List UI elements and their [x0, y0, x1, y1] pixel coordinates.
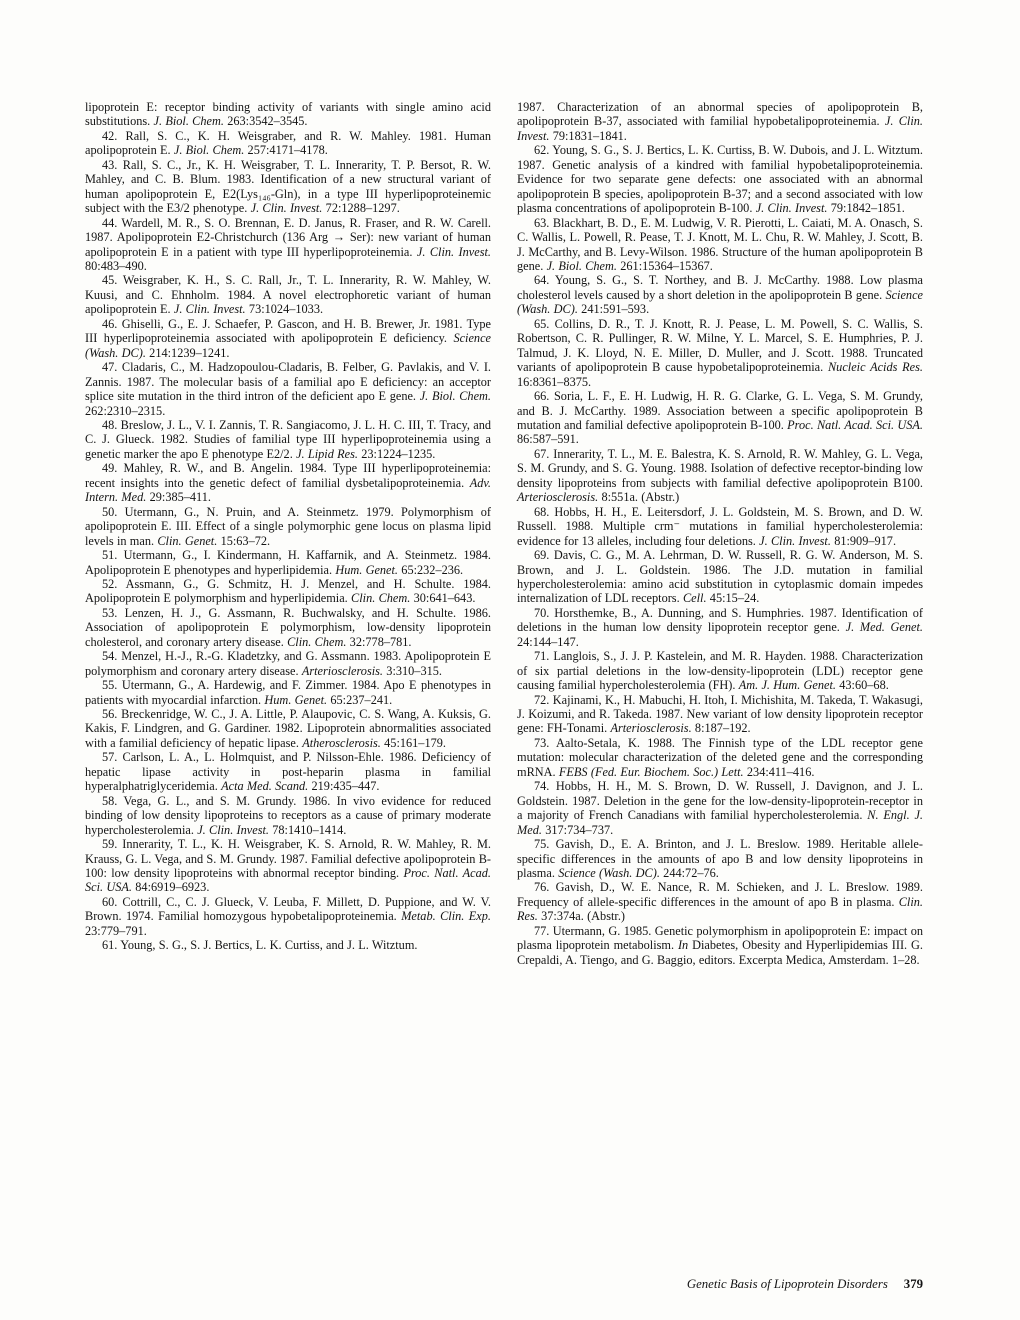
- reference-item: 57. Carlson, L. A., L. Holmquist, and P. Nilsson-Ehle. 1986. Deficiency of hepatic lipase activity in post-heparin plasma in familial hyperalphatriglyceridemia. Acta Med. Scand. 219:435–447.: [85, 750, 491, 794]
- reference-item: 56. Breckenridge, W. C., J. A. Little, P. Alaupovic, C. S. Wang, A. Kuksis, G. Kakis, F. Lindgren, and G. Gardiner. 1982. Lipoprotein abnormalities associated with a familial deficiency of hepatic lipase. Atherosclerosis. 45:161–179.: [85, 707, 491, 750]
- reference-item: 73. Aalto-Setala, K. 1988. The Finnish type of the LDL receptor gene mutation: molecular characterization of the deleted gene and the corresponding mRNA. FEBS (Fed. Eur. Biochem. Soc.) Lett. 234:411–416.: [517, 735, 923, 779]
- references-column-right: [517, 100, 923, 967]
- reference-item: 50. Utermann, G., N. Pruin, and A. Steinmetz. 1979. Polymorphism of apolipoprotein E. III. Effect of a single polymorphic gene locus on plasma lipid levels in man. Clin. Genet. 15:63–72.: [85, 504, 491, 548]
- page-number: 379: [903, 1277, 923, 1291]
- reference-item: 61. Young, S. G., S. J. Bertics, L. K. Curtiss, and J. L. Witztum.: [102, 938, 418, 953]
- reference-item: 48. Breslow, J. L., V. I. Zannis, T. R. Sangiacomo, J. L. H. C. III, T. Tracy, and C. J. Glueck. 1982. Studies of familial type III hyperlipoproteinemia using a genetic marker the apo E phenotype E2/2. J. Lipid Res. 23:1224–1235.: [85, 417, 491, 461]
- reference-item: 74. Hobbs, H. H., M. S. Brown, D. W. Russell, J. Davignon, and J. L. Goldstein. 1987. Deletion in the gene for the low-density-lipoprotein-receptor in a majority of French Canadians with familial hypercholesterolemia. N. Engl. J. Med. 317:734–737.: [517, 779, 923, 837]
- reference-item: 66. Soria, L. F., E. H. Ludwig, H. R. G. Clarke, G. L. Vega, S. M. Grundy, and B. J. McCarthy. 1989. Association between a specific apolipoprotein B mutation and familial defective apolipoprotein B-100. Proc. Natl. Acad. Sci. USA. 86:587–591.: [517, 389, 923, 447]
- reference-item: 62. Young, S. G., S. J. Bertics, L. K. Curtiss, B. W. Dubois, and J. L. Witztum. 1987. Genetic analysis of a kindred with familial hypobetalipoproteinemia. Evidence for two separate gene defects: one associated with an abnormal apolipoprotein B species, apolipoprotein B-37; and a second associated with low plasma concentrations of apolipoprotein B-100. J. Clin. Invest. 79:1842–1851.: [517, 143, 923, 216]
- reference-item: 45. Weisgraber, K. H., S. C. Rall, Jr., T. L. Innerarity, R. W. Mahley, W. Kuusi, and C. Ehnholm. 1984. A novel electrophoretic variant of human apolipoprotein E. J. Clin. Invest. 73:1024–1033.: [85, 273, 491, 317]
- references-page-body: [85, 100, 923, 967]
- reference-item: 72. Kajinami, K., H. Mabuchi, H. Itoh, I. Michishita, M. Takeda, T. Wakasugi, J. Koizumi, and R. Takeda. 1987. New variant of low density lipoprotein receptor gene: FH-Tonami. Arteriosclerosis. 8:187–192.: [517, 692, 923, 736]
- reference-item: 69. Davis, C. G., M. A. Lehrman, D. W. Russell, R. G. W. Anderson, M. S. Brown, and J. L. Goldstein. 1986. The J.D. mutation in familial hypercholesterolemia: amino acid substitution in cytoplasmic domain impedes internalization of LDL receptors. Cell. 45:15–24.: [517, 548, 923, 606]
- reference-item: 76. Gavish, D., W. E. Nance, R. M. Schieken, and J. L. Breslow. 1989. Frequency of allele-specific differences in the amount of apo B in plasma. Clin. Res. 37:374a. (Abstr.): [517, 880, 923, 924]
- reference-item: 47. Cladaris, C., M. Hadzopoulou-Cladaris, B. Felber, G. Pavlakis, and V. I. Zannis. 1987. The molecular basis of a familial apo E deficiency: an acceptor splice site mutation in the third intron of the deficient apo E gene. J. Biol. Chem. 262:2310–2315.: [85, 360, 491, 418]
- reference-item: 63. Blackhart, B. D., E. M. Ludwig, V. R. Pierotti, L. Caiati, M. A. Onasch, S. C. Wallis, L. Powell, R. Pease, T. J. Knott, M. L. Chu, R. W. Mahley, J. Scott, B. J. McCarthy, and B. Levy-Wilson. 1986. Structure of the human apolipoprotein B gene. J. Biol. Chem. 261:15364–15367.: [517, 215, 923, 273]
- reference-item: 67. Innerarity, T. L., M. E. Balestra, K. S. Arnold, R. W. Mahley, G. L. Vega, S. M. Grundy, and S. G. Young. 1988. Isolation of defective receptor-binding low density lipoproteins from subjects with familial defective apolipoprotein B100. Arteriosclerosis. 8:551a. (Abstr.): [517, 446, 923, 505]
- reference-item: 77. Utermann, G. 1985. Genetic polymorphism in apolipoprotein E: impact on plasma lipoprotein metabolism. In Diabetes, Obesity and Hyperlipidemias III. G. Crepaldi, A. Tiengo, and G. Baggio, editors. Excerpta Medica, Amsterdam. 1–28.: [517, 923, 923, 967]
- reference-item: 51. Utermann, G., I. Kindermann, H. Kaffarnik, and A. Steinmetz. 1984. Apolipoprotein E phenotypes and hyperlipidemia. Hum. Genet. 65:232–236.: [85, 548, 491, 577]
- reference-continuation: lipoprotein E: receptor binding activity of variants with single amino acid substitutions. J. Biol. Chem. 263:3542–3545.: [85, 100, 491, 129]
- reference-item: 60. Cottrill, C., C. J. Glueck, V. Leuba, F. Millett, D. Puppione, and W. V. Brown. 1974. Familial homozygous hypobetalipoproteinemia. Metab. Clin. Exp. 23:779–791.: [85, 894, 491, 938]
- reference-item: 42. Rall, S. C., K. H. Weisgraber, and R. W. Mahley. 1981. Human apolipoprotein E. J. Biol. Chem. 257:4171–4178.: [85, 128, 491, 158]
- reference-item: 54. Menzel, H.-J., R.-G. Kladetzky, and G. Assmann. 1983. Apolipoprotein E polymorphism and coronary artery disease. Arteriosclerosis. 3:310–315.: [85, 649, 491, 678]
- page-footer: [85, 1277, 923, 1292]
- reference-item: 53. Lenzen, H. J., G. Assmann, R. Buchwalsky, and H. Schulte. 1986. Association of apolipoprotein E polymorphism, low-density lipoprotein cholesterol, and coronary artery disease. Clin. Chem. 32:778–781.: [85, 605, 491, 649]
- reference-item: 75. Gavish, D., E. A. Brinton, and J. L. Breslow. 1989. Heritable allele-specific differences in the amounts of apo B and low density lipoproteins in plasma. Science (Wash. DC). 244:72–76.: [517, 837, 923, 881]
- reference-item: 64. Young, S. G., S. T. Northey, and B. J. McCarthy. 1988. Low plasma cholesterol levels caused by a short deletion in the apolipoprotein B gene. Science (Wash. DC). 241:591–593.: [517, 273, 923, 317]
- reference-item: 59. Innerarity, T. L., K. H. Weisgraber, K. S. Arnold, R. W. Mahley, R. M. Krauss, G. L. Vega, and S. M. Grundy. 1987. Familial defective apolipoprotein B-100: low density lipoproteins with abnormal receptor binding. Proc. Natl. Acad. Sci. USA. 84:6919–6923.: [85, 837, 491, 895]
- reference-item: 68. Hobbs, H. H., E. Leitersdorf, J. L. Goldstein, M. S. Brown, and D. W. Russell. 1988. Multiple crm⁻ mutations in familial hypercholesterolemia: evidence for 13 alleles, including four deletions. J. Clin. Invest. 81:909–917.: [517, 504, 923, 548]
- running-title: Genetic Basis of Lipoprotein Disorders: [686, 1277, 888, 1291]
- reference-item: 43. Rall, S. C., Jr., K. H. Weisgraber, T. L. Innerarity, T. P. Bersot, R. W. Mahley, and C. B. Blum. 1983. Identification of a new structural variant of human apolipoprotein E, E2(Lys₁₄₆-Gln), in a type III hyperlipoproteinemic subject with the E3/2 phenotype. J. Clin. Invest. 72:1288–1297.: [85, 157, 491, 216]
- reference-item: 44. Wardell, M. R., S. O. Brennan, E. D. Janus, R. Fraser, and R. W. Carell. 1987. Apolipoprotein E2-Christchurch (136 Arg → Ser): new variant of human apolipoprotein E in a patient with type III hyperlipoproteinemia. J. Clin. Invest. 80:483–490.: [85, 215, 491, 273]
- reference-item: 55. Utermann, G., A. Hardewig, and F. Zimmer. 1984. Apo E phenotypes in patients with myocardial infarction. Hum. Genet. 65:237–241.: [85, 678, 491, 707]
- reference-item: 70. Horsthemke, B., A. Dunning, and S. Humphries. 1987. Identification of deletions in the human low density lipoprotein receptor gene. J. Med. Genet. 24:144–147.: [517, 605, 923, 649]
- reference-item: 52. Assmann, G., G. Schmitz, H. J. Menzel, and H. Schulte. 1984. Apolipoprotein E polymorphism and hyperlipidemia. Clin. Chem. 30:641–643.: [85, 576, 491, 606]
- reference-item: 49. Mahley, R. W., and B. Angelin. 1984. Type III hyperlipoproteinemia: recent insights into the genetic defect of familial dysbetalipoproteinemia. Adv. Intern. Med. 29:385–411.: [85, 461, 491, 505]
- reference-continuation: 1987. Characterization of an abnormal species of apolipoprotein B, apolipoprotein B-37, associated with familial hypobetalipoproteinemia. J. Clin. Invest. 79:1831–1841.: [517, 100, 923, 143]
- reference-item: 58. Vega, G. L., and S. M. Grundy. 1986. In vivo evidence for reduced binding of low density lipoproteins to receptors as a cause of primary moderate hypercholesterolemia. J. Clin. Invest. 78:1410–1414.: [85, 793, 491, 837]
- reference-item: 46. Ghiselli, G., E. J. Schaefer, P. Gascon, and H. B. Brewer, Jr. 1981. Type III hyperlipoproteinemia associated with apolipoprotein E deficiency. Science (Wash. DC). 214:1239–1241.: [85, 316, 491, 360]
- two-column-layout: [85, 100, 923, 967]
- reference-item: 71. Langlois, S., J. J. P. Kastelein, and M. R. Hayden. 1988. Characterization of six partial deletions in the low-density-lipoprotein (LDL) receptor gene causing familial hypercholesterolemia (FH). Am. J. Hum. Genet. 43:60–68.: [517, 649, 923, 693]
- reference-item: 65. Collins, D. R., T. J. Knott, R. J. Pease, L. M. Powell, S. C. Wallis, S. Robertson, C. R. Pullinger, R. W. Milne, Y. L. Marcel, S. E. Humphries, P. J. Talmud, J. K. Lloyd, N. E. Miller, D. Muller, and J. Scott. 1988. Truncated variants of apolipoprotein B cause hypobetalipoproteinemia. Nucleic Acids Res. 16:8361–8375.: [517, 316, 923, 389]
- references-column-left: [85, 100, 491, 967]
